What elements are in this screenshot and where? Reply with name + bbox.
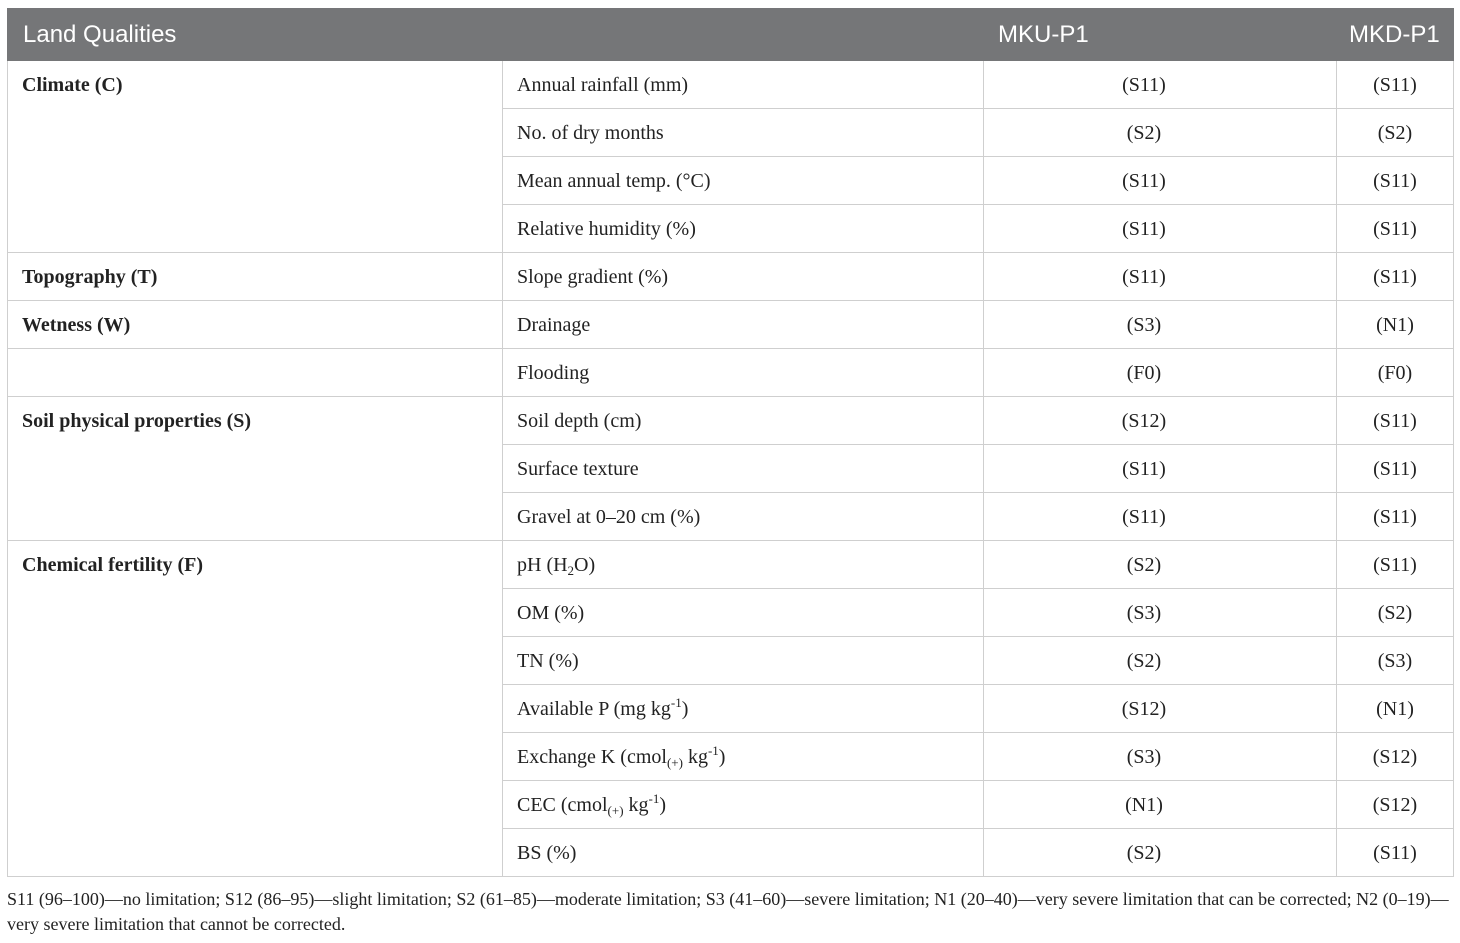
mku-value: (S11) bbox=[1122, 506, 1166, 528]
header-mkd-p1: MKD-P1 bbox=[1337, 9, 1454, 61]
land-qualities-table bbox=[7, 8, 1454, 877]
parameter-cell bbox=[503, 493, 984, 541]
mku-value-cell bbox=[984, 301, 1337, 349]
parameter-cell bbox=[503, 685, 984, 733]
parameter-label: Surface texture bbox=[517, 458, 639, 480]
parameter-cell bbox=[503, 109, 984, 157]
mkd-value: (S12) bbox=[1372, 794, 1418, 816]
mkd-value: (S11) bbox=[1373, 266, 1417, 288]
mku-value: (S2) bbox=[1126, 650, 1162, 672]
mkd-value-cell bbox=[1337, 301, 1454, 349]
mkd-value-cell bbox=[1337, 829, 1454, 877]
mku-value-cell bbox=[984, 493, 1337, 541]
table-row bbox=[8, 349, 1454, 397]
quality-cell-topography bbox=[8, 253, 503, 301]
parameter-label: Mean annual temp. (°C) bbox=[517, 170, 711, 192]
parameter-label bbox=[517, 541, 983, 576]
mkd-value-cell bbox=[1337, 253, 1454, 301]
parameter-cell bbox=[503, 253, 984, 301]
parameter-label bbox=[517, 685, 983, 720]
mku-value-cell bbox=[984, 205, 1337, 253]
subscript: 2 bbox=[567, 563, 575, 578]
quality-cell-climate bbox=[8, 61, 503, 253]
mku-value: (S2) bbox=[1126, 554, 1162, 576]
parameter-text: ) bbox=[659, 794, 667, 816]
parameter-text: pH (H bbox=[517, 554, 568, 576]
mku-value-cell bbox=[984, 685, 1337, 733]
parameter-label: Flooding bbox=[517, 362, 590, 384]
quality-cell-chemical-fertility bbox=[8, 541, 503, 877]
parameter-cell bbox=[503, 349, 984, 397]
mku-value-cell bbox=[984, 109, 1337, 157]
header-row bbox=[8, 9, 1454, 61]
mku-value-cell bbox=[984, 589, 1337, 637]
mku-value: (S12) bbox=[1121, 410, 1167, 432]
quality-label: Climate (C) bbox=[22, 74, 123, 96]
parameter-cell bbox=[503, 781, 984, 829]
quality-label: Chemical fertility (F) bbox=[22, 554, 204, 576]
mku-value-cell bbox=[984, 829, 1337, 877]
parameter-label bbox=[517, 733, 983, 768]
quality-cell-soil-physical bbox=[8, 397, 503, 541]
mkd-value-cell bbox=[1337, 637, 1454, 685]
mku-value-cell bbox=[984, 61, 1337, 109]
superscript: -1 bbox=[670, 695, 682, 710]
parameter-cell bbox=[503, 61, 984, 109]
parameter-text: kg bbox=[623, 794, 649, 816]
mku-value: (S2) bbox=[1126, 842, 1162, 864]
mku-value: (S11) bbox=[1122, 74, 1166, 96]
parameter-text: CEC (cmol bbox=[517, 794, 608, 816]
parameter-cell bbox=[503, 445, 984, 493]
mkd-value: (S11) bbox=[1373, 74, 1417, 96]
mku-value: (N1) bbox=[1125, 794, 1163, 816]
mku-value-cell bbox=[984, 397, 1337, 445]
mkd-value: (N1) bbox=[1376, 698, 1414, 720]
parameter-cell bbox=[503, 541, 984, 589]
mkd-value-cell bbox=[1337, 781, 1454, 829]
parameter-text: O) bbox=[574, 554, 596, 576]
table-row bbox=[8, 61, 1454, 109]
quality-label: Soil physical properties (S) bbox=[22, 410, 252, 432]
table-row bbox=[8, 397, 1454, 445]
table-row bbox=[8, 541, 1454, 589]
mkd-value-cell bbox=[1337, 589, 1454, 637]
parameter-cell bbox=[503, 829, 984, 877]
mkd-value-cell bbox=[1337, 445, 1454, 493]
mkd-value-cell bbox=[1337, 685, 1454, 733]
parameter-label: TN (%) bbox=[517, 650, 579, 672]
parameter-label: No. of dry months bbox=[517, 122, 664, 144]
mkd-value: (S2) bbox=[1377, 602, 1413, 624]
parameter-label: Slope gradient (%) bbox=[517, 266, 669, 288]
mkd-value-cell bbox=[1337, 493, 1454, 541]
mkd-value-cell bbox=[1337, 157, 1454, 205]
parameter-text: Exchange K (cmol bbox=[517, 746, 667, 768]
parameter-label bbox=[517, 781, 983, 816]
parameter-cell bbox=[503, 733, 984, 781]
mkd-value-cell bbox=[1337, 349, 1454, 397]
parameter-label: Relative humidity (%) bbox=[517, 218, 696, 240]
parameter-text: ) bbox=[681, 698, 689, 720]
superscript: -1 bbox=[707, 743, 719, 758]
mkd-value: (S11) bbox=[1373, 170, 1417, 192]
mkd-value: (S2) bbox=[1377, 122, 1413, 144]
mkd-value-cell bbox=[1337, 733, 1454, 781]
table-body bbox=[8, 61, 1454, 877]
quality-label: Topography (T) bbox=[22, 266, 158, 288]
mku-value: (S2) bbox=[1126, 122, 1162, 144]
parameter-cell bbox=[503, 205, 984, 253]
mku-value-cell bbox=[984, 349, 1337, 397]
mku-value-cell bbox=[984, 541, 1337, 589]
subscript: (+) bbox=[607, 803, 624, 818]
mku-value-cell bbox=[984, 253, 1337, 301]
parameter-text: Available P (mg kg bbox=[517, 698, 671, 720]
mkd-value: (N1) bbox=[1376, 314, 1414, 336]
mku-value: (S3) bbox=[1126, 746, 1162, 768]
mkd-value: (S11) bbox=[1373, 506, 1417, 528]
parameter-label: Drainage bbox=[517, 314, 591, 336]
mku-value: (F0) bbox=[1126, 362, 1162, 384]
mkd-value: (S11) bbox=[1373, 218, 1417, 240]
mku-value: (S11) bbox=[1122, 458, 1166, 480]
mkd-value: (S11) bbox=[1373, 458, 1417, 480]
mkd-value: (S11) bbox=[1373, 554, 1417, 576]
mku-value-cell bbox=[984, 157, 1337, 205]
mku-value: (S11) bbox=[1122, 170, 1166, 192]
mku-value: (S12) bbox=[1121, 698, 1167, 720]
mku-value: (S3) bbox=[1126, 602, 1162, 624]
parameter-text: ) bbox=[718, 746, 726, 768]
parameter-label: Gravel at 0–20 cm (%) bbox=[517, 506, 701, 528]
parameter-label: Annual rainfall (mm) bbox=[517, 74, 689, 96]
parameter-cell bbox=[503, 301, 984, 349]
mku-value: (S11) bbox=[1122, 218, 1166, 240]
subscript: (+) bbox=[666, 755, 683, 770]
mku-value-cell bbox=[984, 445, 1337, 493]
mkd-value: (S3) bbox=[1377, 650, 1413, 672]
header-mku-p1: MKU-P1 bbox=[984, 9, 1337, 61]
table-row bbox=[8, 253, 1454, 301]
mkd-value-cell bbox=[1337, 61, 1454, 109]
mkd-value-cell bbox=[1337, 109, 1454, 157]
parameter-cell bbox=[503, 589, 984, 637]
superscript: -1 bbox=[648, 791, 660, 806]
quality-cell-wetness bbox=[8, 301, 503, 349]
mku-value-cell bbox=[984, 781, 1337, 829]
quality-label: Wetness (W) bbox=[22, 314, 131, 336]
header-parameter bbox=[503, 9, 984, 61]
mkd-value-cell bbox=[1337, 541, 1454, 589]
mkd-value-cell bbox=[1337, 397, 1454, 445]
mkd-value: (F0) bbox=[1377, 362, 1413, 384]
mku-value: (S11) bbox=[1122, 266, 1166, 288]
mkd-value: (S11) bbox=[1373, 410, 1417, 432]
mkd-value: (S12) bbox=[1372, 746, 1418, 768]
parameter-label: Soil depth (cm) bbox=[517, 410, 642, 432]
header-land-qualities: Land Qualities bbox=[8, 9, 503, 61]
mkd-value-cell bbox=[1337, 205, 1454, 253]
quality-label bbox=[22, 349, 502, 362]
parameter-label: OM (%) bbox=[517, 602, 585, 624]
parameter-cell bbox=[503, 157, 984, 205]
quality-cell-empty bbox=[8, 349, 503, 397]
mkd-value: (S11) bbox=[1373, 842, 1417, 864]
mku-value-cell bbox=[984, 637, 1337, 685]
parameter-label: BS (%) bbox=[517, 842, 577, 864]
mku-value: (S3) bbox=[1126, 314, 1162, 336]
parameter-cell bbox=[503, 637, 984, 685]
table-footnote: S11 (96–100)—no limitation; S12 (86–95)—slight limitation; S2 (61–85)—moderate limitation; S3 (41–60)—severe limitation; N1 (20–40)—very severe limitation that can be corrected; N2 (0–19)—very severe limitation that cannot be corrected. bbox=[7, 889, 1449, 934]
table-header bbox=[8, 9, 1454, 61]
mku-value-cell bbox=[984, 733, 1337, 781]
parameter-text: kg bbox=[682, 746, 708, 768]
table-row bbox=[8, 301, 1454, 349]
parameter-cell bbox=[503, 397, 984, 445]
